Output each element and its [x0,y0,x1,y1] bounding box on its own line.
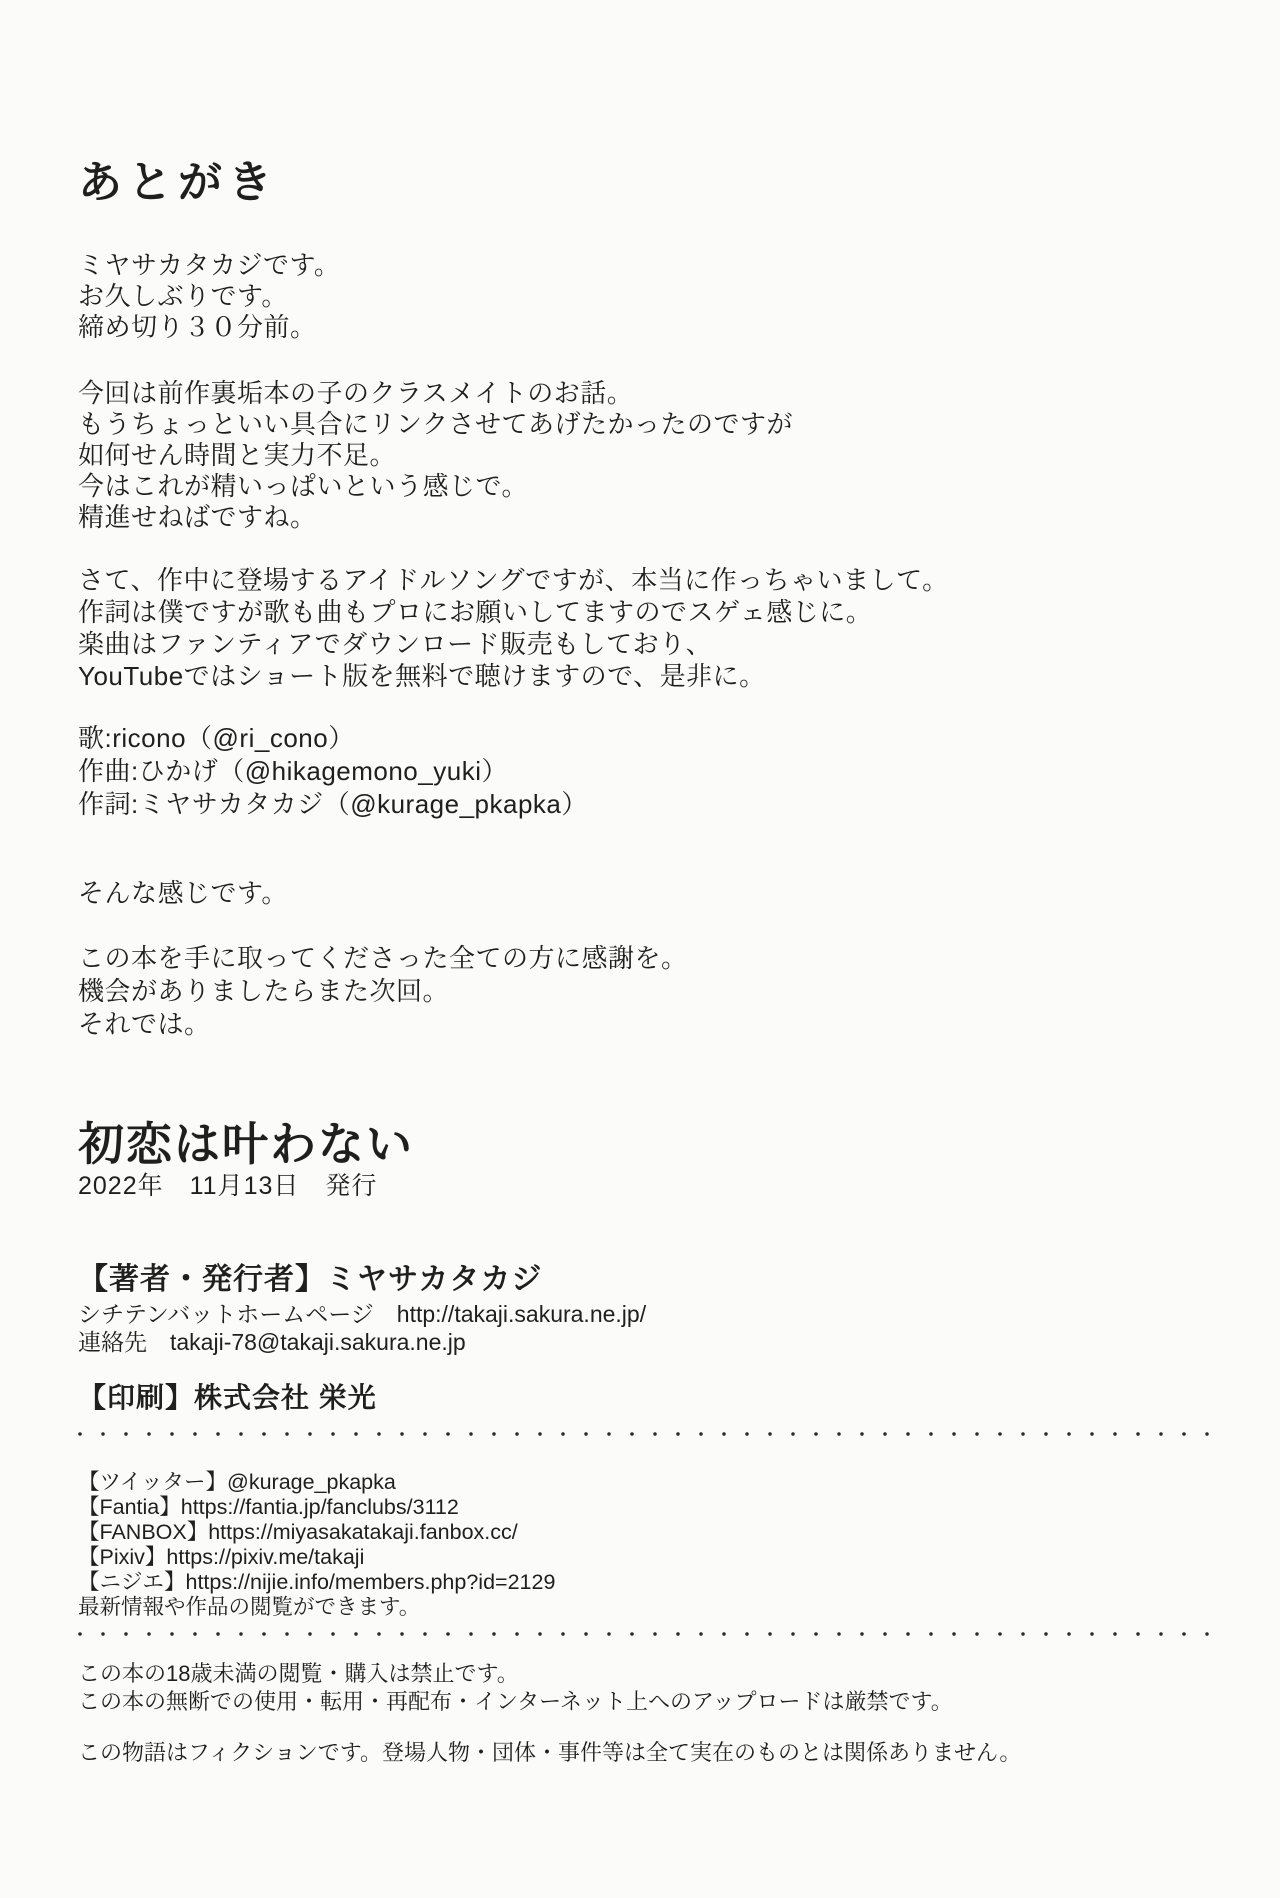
dotted-divider [78,1630,1210,1638]
pixiv-url: 【Pixiv】https://pixiv.me/takaji [78,1545,365,1569]
links-note: 最新情報や作品の閲覧ができます。 [78,1595,421,1619]
dotted-divider [78,1430,1210,1438]
text-line: ミヤサカタカジです。 [78,250,341,280]
page-title: あとがき [78,158,278,207]
closing-thanks-paragraph [78,942,688,1041]
nijie-url: 【ニジエ】https://nijie.info/members.php?id=2129 [78,1570,556,1594]
text-line: さて、作中に登場するアイドルソングですが、本当に作っちゃいまして。 [78,565,949,595]
twitter-handle: 【ツイッター】@kurage_pkapka [78,1470,396,1494]
age-restriction-notice: この本の18歳未満の閲覧・購入は禁止です。 [78,1661,519,1686]
printer-credit: 【印刷】株式会社 栄光 [78,1382,377,1413]
text-line: もうちょっといい具合にリンクさせてあげたかったのですが [78,409,793,439]
text-line: 今回は前作裏垢本の子のクラスメイトのお話。 [78,378,634,408]
fanbox-url: 【FANBOX】https://miyasakatakaji.fanbox.cc/ [78,1520,518,1544]
text-line: お久しぶりです。 [78,281,288,311]
text-line: 精進せねばですね。 [78,502,317,532]
fiction-disclaimer: この物語はフィクションです。登場人物・団体・事件等は全て実在のものとは関係ありません。 [78,1740,1022,1765]
closing-remark [78,878,288,909]
contact-email: 連絡先 takaji-78@takaji.sakura.ne.jp [78,1329,466,1355]
text-line: そんな感じです。 [78,878,288,908]
author-links-list [78,1470,555,1620]
text-line: 締め切り３０分前。 [78,312,317,342]
fantia-url: 【Fantia】https://fantia.jp/fanclubs/3112 [78,1495,459,1519]
author-publisher: 【著者・発行者】ミヤサカタカジ [78,1263,543,1296]
afterword-story-paragraph [78,378,793,533]
legal-notices [78,1660,953,1715]
credit-vocal: 歌:ricono（@ri_cono） [78,723,355,753]
afterword-song-paragraph [78,564,949,692]
publish-date: 2022年 11月13日 発行 [78,1172,378,1200]
text-line: 楽曲はファンティアでダウンロード販売もしており、 [78,629,713,659]
homepage-url: シチテンバットホームページ http://takaji.sakura.ne.jp/ [78,1301,647,1327]
text-line: 作詞は僕ですが歌も曲もプロにお願いしてますのでスゲェ感じに。 [78,597,873,627]
no-reupload-notice: この本の無断での使用・転用・再配布・インターネット上へのアップロードは厳禁です。 [78,1688,953,1714]
afterword-intro-paragraph [78,250,340,343]
text-line: 如何せん時間と実力不足。 [78,440,397,470]
text-line: YouTubeではショート版を無料で聴けますので、是非に。 [78,661,766,691]
credit-composer: 作曲:ひかげ（@hikagemono_yuki） [78,756,508,786]
text-line: 今はこれが精いっぱいという感じで。 [78,471,528,501]
credit-lyricist: 作詞:ミヤサカタカジ（@kurage_pkapka） [78,789,588,819]
text-line: それでは。 [78,1009,211,1039]
song-credits [78,722,588,821]
text-line: 機会がありましたらまた次回。 [78,976,450,1006]
book-title: 初恋は叶わない [78,1118,414,1170]
text-line: この本を手に取ってくださった全ての方に感謝を。 [78,943,688,973]
